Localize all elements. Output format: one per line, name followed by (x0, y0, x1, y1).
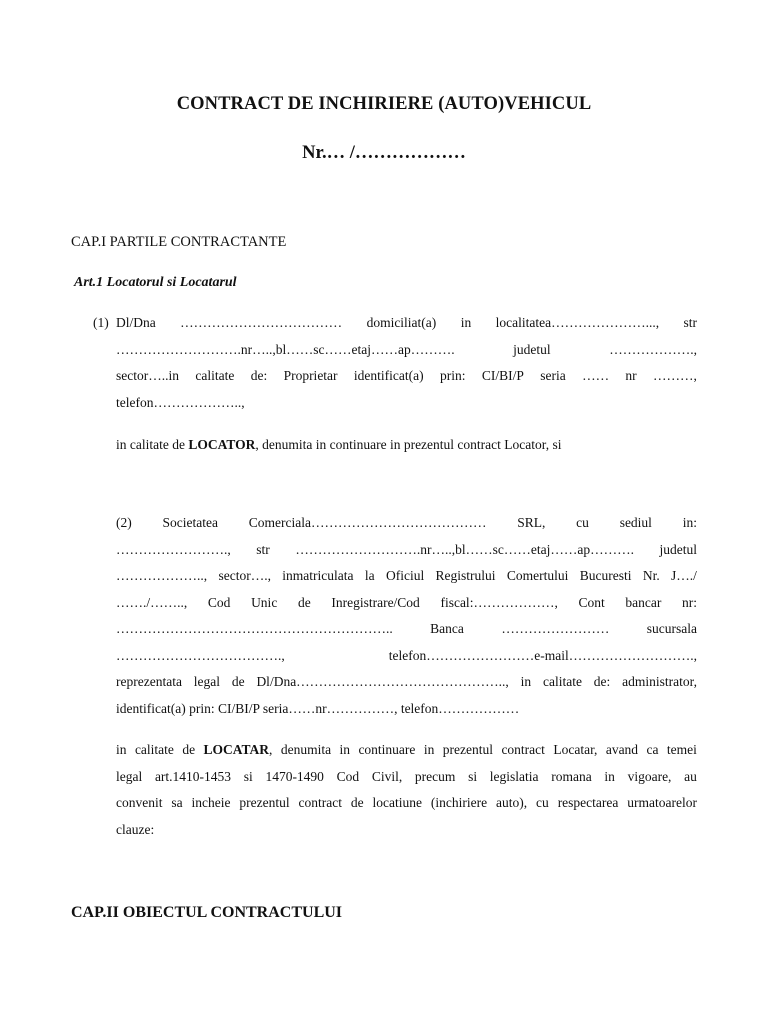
text-word: Dl/Dna……………………………………….., (256, 674, 509, 689)
text-word: in (604, 768, 615, 784)
text-word: administrator, (622, 674, 697, 689)
text-word: Comerciala………………………………… (248, 515, 487, 530)
text-word: prezentul (442, 742, 494, 757)
text-word: in (423, 742, 435, 757)
text-word: calitate (195, 368, 235, 383)
text-word: cu (536, 795, 549, 810)
text-word: …………………… (501, 621, 610, 636)
text-word: Cod (207, 594, 231, 610)
text-line (116, 817, 697, 844)
text-word: telefon……………….., (116, 394, 245, 410)
text-word: J…./ (671, 568, 697, 583)
text-word: str (683, 315, 697, 330)
text-word: denumita (280, 742, 332, 757)
text-line (116, 310, 697, 337)
text-word: …………………………………………………….. (116, 621, 393, 636)
text-word: legal (116, 768, 143, 784)
text-line (116, 537, 697, 564)
text-word: prezentul (239, 795, 290, 810)
text-line (116, 737, 697, 764)
chapter-1-heading: CAP.I PARTILE CONTRACTANTE (71, 234, 287, 250)
text-word: CI/BI/P (481, 368, 524, 383)
text-word: in (339, 742, 351, 757)
text-line (116, 696, 697, 723)
text-word: Locatar, (553, 742, 598, 757)
text-word: Unic (251, 594, 278, 610)
text-word: ca (646, 742, 659, 757)
text-word: sa (171, 795, 183, 810)
text-word: de (350, 795, 364, 810)
text-line (116, 390, 697, 417)
text-word: de: (593, 674, 611, 689)
text-word: Comertului (506, 568, 569, 583)
text-word: Registrului (435, 568, 496, 583)
text-word: bancar (625, 594, 662, 610)
text-line (116, 590, 697, 617)
text-word: incheie (191, 795, 231, 810)
text-word: ……………………….nr…..,bl……sc……etaj……ap………. (295, 541, 634, 557)
text-word: …… (582, 368, 610, 383)
text-word: telefon……………………e-mail………………………., (388, 647, 697, 663)
text-word: avand (605, 742, 639, 757)
locator-role-line (116, 432, 561, 459)
text-word: si (468, 768, 478, 784)
text-word: romana (551, 768, 592, 784)
text-line (116, 510, 697, 537)
text-word: calitate (542, 674, 582, 689)
text-word: str (256, 541, 270, 557)
text-word: Societatea (162, 515, 218, 530)
text-word: (inchiriere (430, 795, 488, 810)
text-word: sector…..in (116, 368, 179, 383)
text-word: LOCATAR (203, 742, 270, 757)
text-word: vigoare, (627, 768, 672, 784)
text-word: ……………………., (116, 541, 231, 557)
locatar-role-paragraph (116, 737, 697, 843)
article-1-heading: Art.1 Locatorul si Locatarul (74, 275, 237, 290)
text-word: Proprietar (283, 368, 338, 383)
locatar-term-group (204, 737, 273, 764)
text-word: identificat(a) (353, 368, 424, 383)
text-word: legislatia (489, 768, 539, 784)
text-word: contract (298, 795, 343, 810)
document-title: CONTRACT DE INCHIRIERE (AUTO)VEHICUL (176, 94, 592, 114)
text-word: prin: (439, 368, 466, 383)
text-line (116, 563, 697, 590)
clause-1-paragraph (116, 310, 697, 416)
text-word: urmatoarelor (627, 795, 697, 810)
text-word: ………………………………., (116, 647, 285, 663)
text-word: auto), (496, 795, 528, 810)
text-word: ……./…….., (116, 594, 188, 610)
text-word: localitatea…………………..., (495, 315, 660, 330)
text-word: la (364, 568, 375, 583)
text-word: ……………….., (116, 568, 208, 583)
text-word: art.1410-1453 (154, 768, 232, 784)
text-word: Banca (430, 621, 464, 636)
text-word: sucursala (646, 621, 697, 636)
text-word: de: (250, 368, 268, 383)
text-word: de (182, 742, 196, 757)
text-line (116, 643, 697, 670)
text-line (116, 764, 697, 791)
text-word: sediul (619, 515, 652, 530)
text-word: precum (414, 768, 456, 784)
text-word: Cont (578, 594, 605, 610)
text-word: SRL, (517, 515, 546, 530)
text-word: in: (682, 515, 697, 530)
text-word: convenit (116, 795, 163, 810)
text-word: legal (193, 674, 221, 689)
text-word: locatiune (372, 795, 423, 810)
text-word: calitate (134, 742, 174, 757)
text-word: cu (576, 515, 589, 530)
text-word: fiscal:………………, (440, 594, 558, 610)
text-line (116, 363, 697, 390)
locator-suffix: , denumita in continuare in prezentul contract Locator, si (255, 437, 562, 452)
text-word: inmatriculata (282, 568, 354, 583)
text-word: ……………………….nr…..,bl……sc……etaj……ap………. (116, 341, 455, 357)
text-word: contract (501, 742, 545, 757)
contract-number: Nr.… /……………… (302, 143, 466, 163)
text-word: au (684, 768, 697, 784)
text-word: ………, (653, 368, 697, 383)
text-word: , (269, 742, 273, 757)
text-word: continuare (358, 742, 416, 757)
text-word: Cod (336, 768, 360, 784)
clause-2-paragraph (116, 510, 697, 722)
text-word: judetul (513, 341, 551, 357)
text-word: Nr. (642, 568, 660, 583)
text-word: temei (666, 742, 697, 757)
text-word: identificat(a) prin: CI/BI/P seria……nr……………, telefon……………… (116, 700, 520, 716)
locator-term: LOCATOR (188, 437, 256, 452)
text-line (116, 790, 697, 817)
text-word: domiciliat(a) (366, 315, 437, 330)
text-word: reprezentata (116, 674, 182, 689)
chapter-2-heading: CAP.II OBIECTUL CONTRACTULUI (71, 904, 343, 921)
text-word: in (460, 315, 472, 330)
text-word: ………………., (609, 341, 697, 357)
text-word: in (520, 674, 532, 689)
text-word: Civil, (371, 768, 403, 784)
text-word: si (243, 768, 253, 784)
text-word: (2) (116, 515, 132, 530)
text-word: clauze: (116, 821, 155, 837)
text-word: nr (625, 368, 637, 383)
locator-prefix: in calitate de (116, 437, 189, 452)
text-word: nr: (682, 594, 697, 610)
text-word: Bucuresti (579, 568, 632, 583)
text-word: seria (540, 368, 566, 383)
text-line (116, 616, 697, 643)
text-line (116, 337, 697, 364)
text-word: Inregistrare/Cod (331, 594, 420, 610)
text-word: de (297, 594, 311, 610)
text-word: ……………………………… (180, 315, 343, 330)
text-word: 1470-1490 (265, 768, 324, 784)
text-word: sector…., (218, 568, 271, 583)
text-word: Oficiul (385, 568, 425, 583)
text-word: de (231, 674, 245, 689)
text-word: judetul (659, 541, 697, 557)
text-word: Dl/Dna (116, 315, 156, 330)
text-word: respectarea (557, 795, 619, 810)
clause-1-marker: (1) (93, 315, 109, 330)
text-line (116, 669, 697, 696)
text-word: in (116, 742, 127, 757)
